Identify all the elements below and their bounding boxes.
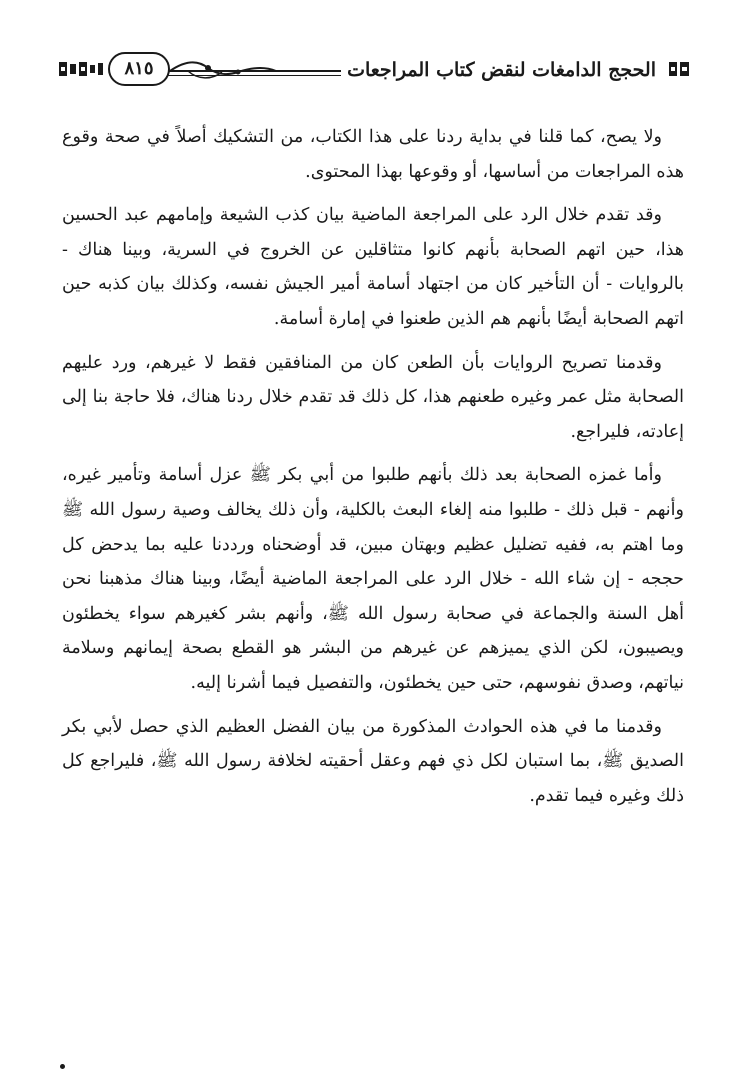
ornament-icon: [668, 59, 690, 79]
footer-dot: [60, 1064, 65, 1069]
flourish-icon: [168, 58, 278, 84]
body-paragraph: وأما غمزه الصحابة بعد ذلك بأنهم طلبوا من أبي بكر ﷺ عزل أسامة وتأمير غيره، وأنهم - قبل ذلك - طلبوا منه إلغاء البعث بالكلية، وأن ذلك يخالف وصية رسول الله ﷺ وما اهتم به، ففيه تضليل عظيم وبهتان مبين، قد أوضحناه ورددنا عليه بما يدحض كل حججه - إن شاء الله - خلال الرد على المراجعة الماضية أيضًا، وبينا هناك مذهبنا نحن أهل السنة والجماعة في صحابة رسول الله ﷺ، وأنهم بشر كغيرهم سواء يخطئون ويصيبون، لكن الذي يميزهم عن غيرهم من البشر هو القطع بصحة إيمانهم وسلامة نياتهم، وصدق نفوسهم، حتى حين يخطئون، والتفصيل فيما أشرنا إليه.: [62, 465, 684, 693]
body-paragraph: وقدمنا ما في هذه الحوادث المذكورة من بيان الفضل العظيم الذي حصل لأبي بكر الصديق ﷺ، بما استبان لكل ذي فهم وعقل أحقيته لخلافة رسول الله ﷺ، فليراجع كل ذلك وغيره فيما تقدم.: [62, 716, 684, 806]
page-number-badge: [108, 52, 170, 86]
page-number: ٨١٥: [124, 58, 154, 79]
page-body: [62, 120, 684, 813]
body-paragraph: وقدمنا تصريح الروايات بأن الطعن كان من المنافقين فقط لا غيرهم، ورد عليهم الصحابة مثل عمر وغيره طعنهم هذا، كل ذلك قد تقدم خلال ردنا هناك، فلا حاجة بنا إلى إعادته، فليراجع.: [62, 352, 684, 442]
ornament-icon: [58, 59, 104, 79]
running-header: [58, 46, 690, 94]
header-title: الحجج الدامغات لنقض كتاب المراجعات: [341, 54, 662, 86]
body-paragraph: ولا يصح، كما قلنا في بداية ردنا على هذا الكتاب، من التشكيك أصلاً في صحة وقوع هذه المراجعات من أساسها، أو وقوعها بهذا المحتوى.: [62, 127, 684, 182]
body-paragraph: وقد تقدم خلال الرد على المراجعة الماضية بيان كذب الشيعة وإمامهم عبد الحسين هذا، حين اتهم الصحابة بأنهم كانوا متثاقلين عن الخروج في السرية، وبينا هناك - بالروايات - أن التأخير كان من اجتهاد أسامة أمير الجيش نفسه، وكذلك بيان كذبه حين اتهم الصحابة أيضًا بأنهم هم الذين طعنوا في إمارة أسامة.: [62, 205, 684, 329]
